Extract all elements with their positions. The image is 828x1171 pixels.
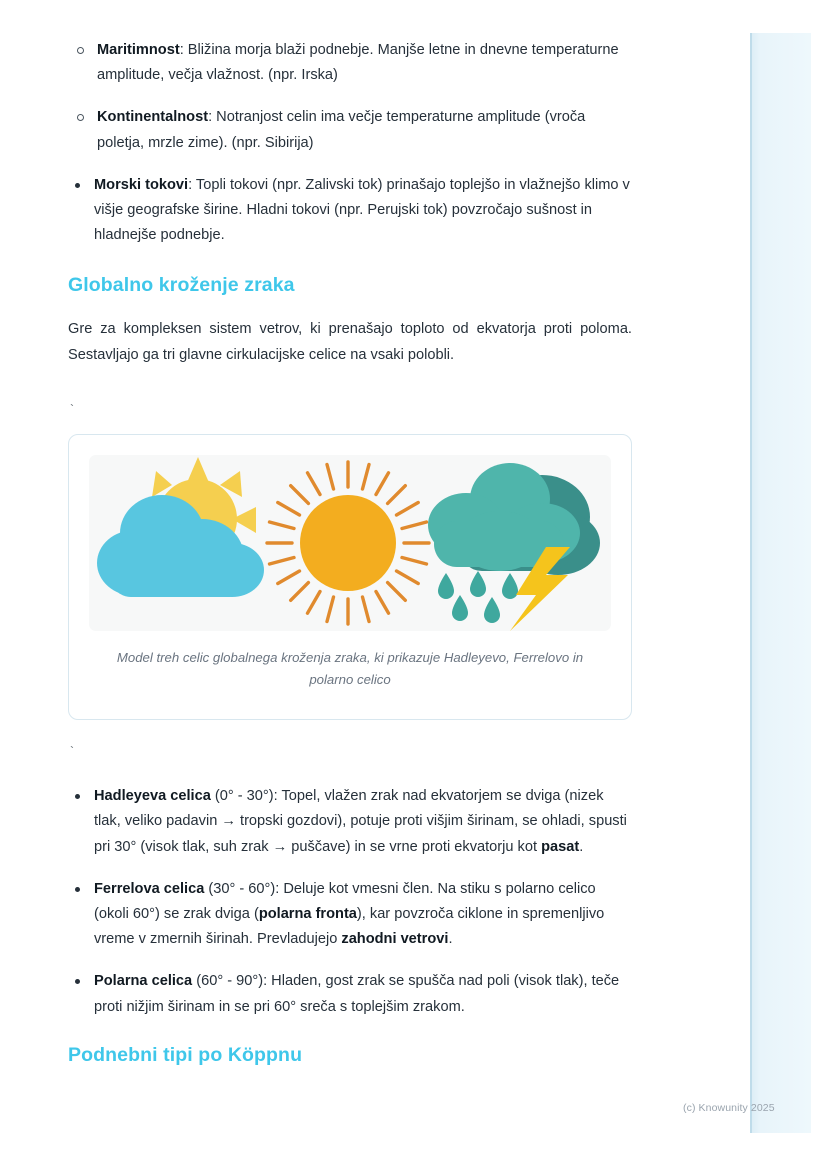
cell-text-mid: ), kar povzroča ciklone in spremenljivo vreme v zmernih širinah. Prevladujejo: [94, 906, 605, 948]
figure-image-panel: [89, 455, 611, 631]
list-item-term: Maritimnost: [97, 42, 180, 58]
list-item-term: Morski tokovi: [94, 176, 189, 193]
stray-backtick-2: `: [70, 744, 74, 759]
figure-card: [68, 434, 632, 720]
sun-disc: [300, 495, 396, 591]
list-item-term: Kontinentalnost: [97, 109, 209, 126]
cell-term: Polarna celica: [94, 973, 193, 990]
cell-term: Ferrelova celica: [94, 880, 205, 897]
cloud-shape: [97, 495, 264, 597]
sun-behind-cloud-icon: [97, 457, 264, 597]
list-item: [68, 877, 632, 953]
sub-list: [68, 38, 632, 156]
cell-bold-inline-2: zahodni vetrovi: [341, 931, 449, 948]
section-heading-global-circulation: Globalno kroženje zraka: [68, 274, 295, 297]
stray-backtick-1: `: [70, 402, 74, 417]
list-item: [68, 173, 632, 249]
weather-illustration: [89, 455, 611, 631]
cell-range: (30° - 60°): [204, 880, 276, 897]
list-item: [68, 38, 632, 88]
sub-list-container: [68, 38, 632, 156]
raindrops: [438, 571, 518, 623]
footer-credit: (c) Knowunity 2025: [683, 1102, 775, 1114]
top-level-list: [68, 38, 632, 248]
cell-text: : Topel, vlažen zrak nad ekvatorjem se dviga (nizek tlak, veliko padavin → tropski gozdovi), potuje proti višjim širinam, se ohladi, spusti pri 30° (visok tlak, suh zrak → puščave) in se vrne proti ekvatorju kot: [94, 788, 627, 855]
list-item: [68, 105, 632, 155]
right-side-panel: [750, 33, 811, 1133]
list-item: [68, 784, 632, 860]
cell-range: (0° - 30°): [210, 788, 274, 805]
list-item-text: : Notranjost celin ima večje temperaturne amplitude (vroča poletja, mrzle zime). (npr. Sibirija): [97, 109, 586, 151]
storm-cloud-icon: [428, 463, 600, 631]
list-item: [68, 969, 632, 1019]
cell-text: : Hladen, gost zrak se spušča nad poli (visok tlak), teče proti nižjim širinam in se pri 60° sreča s toplejšim zrakom.: [94, 973, 620, 1015]
cell-text-end: .: [448, 931, 453, 948]
intro-paragraph: Gre za kompleksen sistem vetrov, ki prenašajo toploto od ekvatorja proti poloma. Sestavljajo ga tri glavne cirkulacijske celice na vsaki polobli.: [68, 321, 632, 363]
cell-term: Hadleyeva celica: [94, 788, 211, 805]
circulation-cells-list: [68, 784, 632, 1020]
list-item-text: : Topli tokovi (npr. Zalivski tok) prinašajo toplejšo in vlažnejšo klimo v višje geografske širine. Hladni tokovi (npr. Perujski tok) povzročajo sušnost in hladnejše podnebje.: [94, 176, 630, 244]
cell-range: (60° - 90°): [192, 973, 264, 990]
section-heading-koppen: Podnebni tipi po Köppnu: [68, 1043, 303, 1066]
figure-caption: Model treh celic globalnega kroženja zraka, ki prikazuje Hadleyevo, Ferrelovo in polarno celico: [116, 650, 584, 688]
cell-text: : Deluje kot vmesni člen. Na stiku s polarno celico (okoli 60°) se zrak dviga (: [94, 880, 596, 923]
cell-bold-inline: pasat: [541, 838, 580, 855]
radiant-sun-icon: [267, 462, 429, 624]
list-item-text: : Bližina morja blaži podnebje. Manjše letne in dnevne temperaturne amplitude, večja vlažnost. (npr. Irska): [97, 42, 619, 84]
cell-bold-inline: polarna fronta: [258, 906, 357, 923]
cell-text-end: .: [579, 838, 584, 855]
